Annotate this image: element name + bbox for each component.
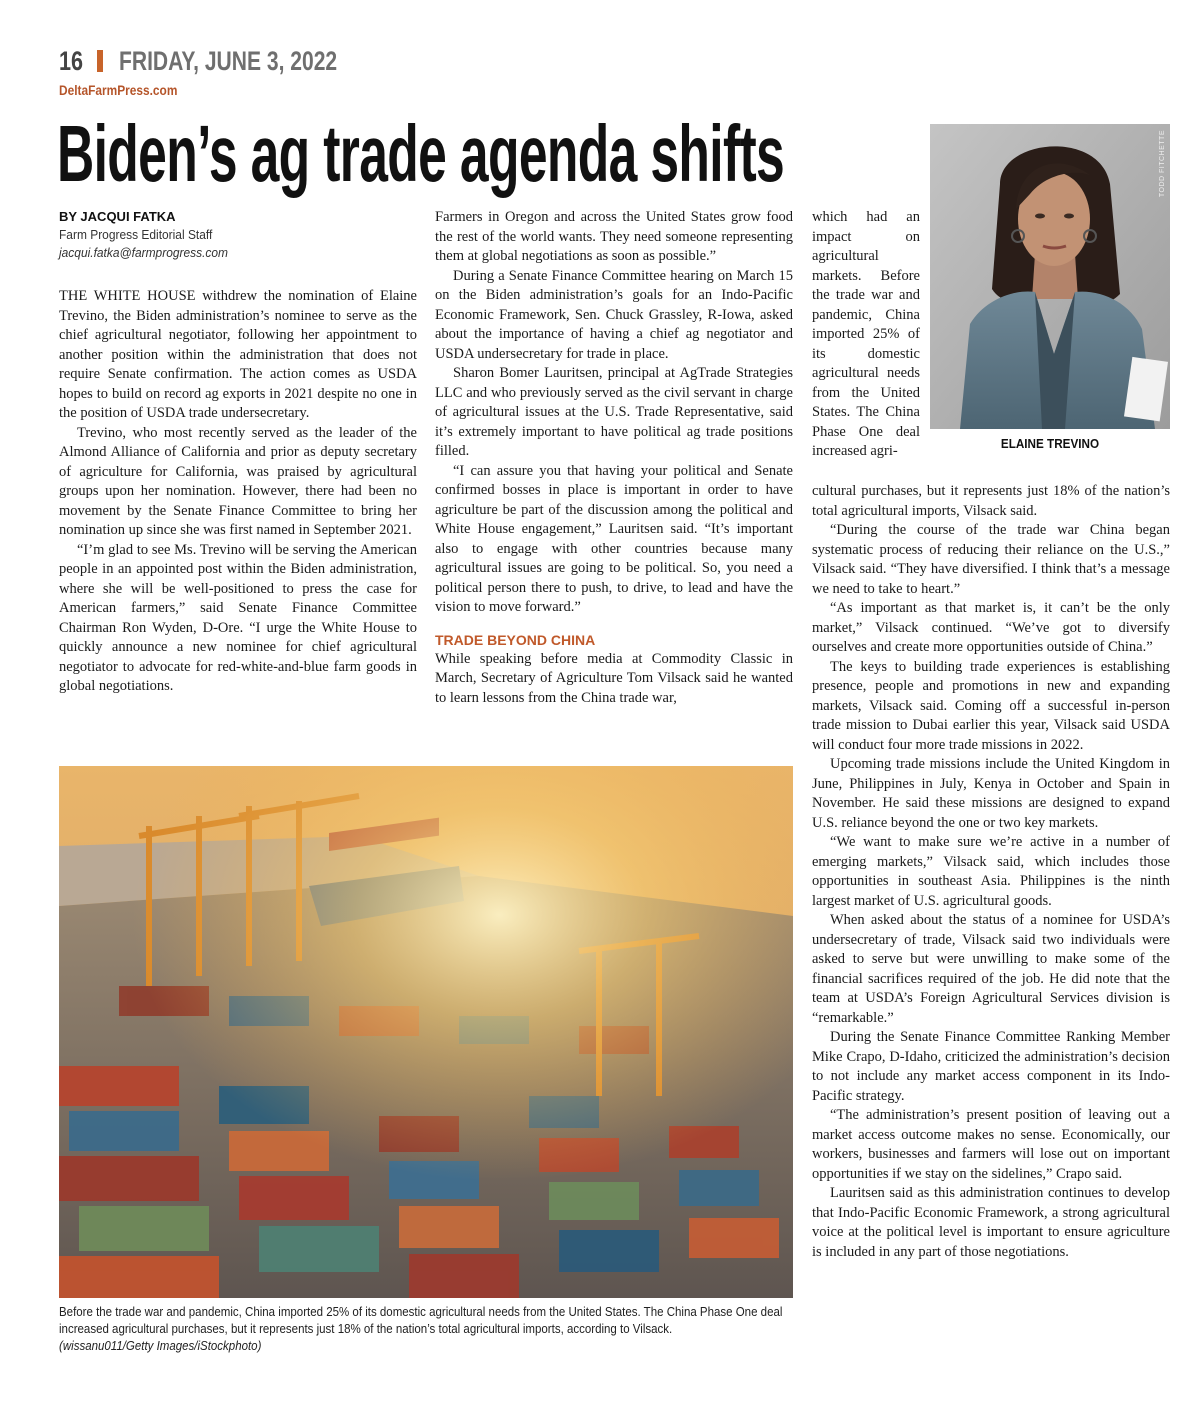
container-port-photo [59, 766, 793, 1298]
byline [59, 208, 419, 262]
article-column-3-narrow [812, 208, 920, 462]
photo-caption [59, 1304, 793, 1355]
paragraph: While speaking before media at Commodity Classic in March, Secretary of Agriculture Tom Vilsack said he wanted to learn lessons from the China trade war, [435, 650, 793, 706]
paragraph: “I can assure you that having your political and Senate confirmed bosses in place is important in order to have agriculture be part of the discussion among the political and White House engagement,” Lauritsen said. “It’s important also to engage with other countries because many agricultural issues are going to be political. So, you need a political person there to push, to drive, to lead and have the vision to move forward.” [435, 462, 793, 615]
page-number: 16 [59, 45, 84, 76]
header-divider-bar [97, 50, 103, 72]
subhead: TRADE BEYOND CHINA [435, 631, 596, 648]
author-role: Farm Progress Editorial Staff [59, 227, 213, 242]
author-email: jacqui.fatka@farmprogress.com [59, 245, 229, 260]
paragraph: Lauritsen said as this administration continues to develop that Indo-Pacific Economic Framework, a strong agricultural voice at the political level is important to ensure agriculture is included in any part of those negotiations. [812, 1185, 1170, 1260]
article-column-1 [59, 287, 417, 697]
paragraph: Sharon Bomer Lauritsen, principal at AgTrade Strategies LLC and who previously served as the civil servant in charge of agricultural issues at the U.S. Trade Representative, said it’s extremely important to have political ag trade positions filled. [435, 365, 793, 459]
paragraph: Farmers in Oregon and across the United States grow food the rest of the world wants. They need someone representing them at global negotiations as soon as possible.” [435, 209, 793, 264]
container-port-illustration [59, 766, 793, 1298]
portrait-illustration [930, 124, 1170, 429]
paragraph: Upcoming trade missions include the United Kingdom in June, Philippines in July, Kenya in October and Spain in November. He said these missions are designed to expand U.S. reliance beyond the one or two key markets. [812, 756, 1170, 831]
portrait-credit: TODD FITCHETTE [1159, 130, 1166, 198]
article-column-2 [435, 208, 793, 708]
paragraph: During the Senate Finance Committee Ranking Member Mike Crapo, D-Idaho, criticized the administration’s decision to not include any market access component in its Indo-Pacific strategy. [812, 1029, 1170, 1104]
paragraph: Trevino, who most recently served as the leader of the Almond Alliance of California and prior as deputy secretary of agriculture for California, was praised by agricultural groups upon her nomination. However, there had been no movement by the Senate Finance Committee to bring her nomination up since she was first named in September 2021. [59, 424, 417, 538]
page-header [59, 44, 399, 78]
site-name: DeltaFarmPress.com [59, 82, 178, 98]
portrait-caption: ELAINE TREVINO [1000, 436, 1100, 451]
headline: Biden’s ag trade agenda shifts [57, 109, 785, 198]
paragraph: The keys to building trade experiences is establishing presence, people and promotions in new and expanding markets, Vilsack said. Coming off a successful in-person trade mission to Dubai earlier this year, Vilsack said USDA will conduct four more trade missions in 2022. [812, 658, 1170, 753]
paragraph: When asked about the status of a nominee for USDA’s undersecretary of trade, Vilsack said two individuals were asked to serve but were unwilling to make some of the financial sacrifices required of the job. He did note that the team at USDA’s Foreign Agricultural Services division is “remarkable.” [812, 912, 1170, 1026]
paragraph: “I’m glad to see Ms. Trevino will be serving the American people in an appointed post within the Biden administration, where she will be well-positioned to press the case for American farmers,” said Senate Finance Committee Chairman Ron Wyden, D-Ore. “I urge the White House to quickly announce a new nominee for chief agricultural negotiator to advocate for red-white-and-blue farm goods in global negotiations. [59, 541, 417, 694]
photo-caption-text: Before the trade war and pandemic, China imported 25% of its domestic agricultural needs from the United States. The China Phase One deal increased agricultural purchases, but it represents just 18% of the nation’s total agricultural imports, according to Vilsack. [59, 1305, 783, 1336]
portrait-photo [930, 124, 1170, 429]
paragraph: “As important as that market is, it can’t be the only market,” Vilsack continued. “We’ve got to diversify ourselves and create more opportunities outside of China.” [812, 600, 1170, 655]
paragraph: During a Senate Finance Committee hearing on March 15 on the Biden administration’s goals for an Indo-Pacific Economic Framework, Sen. Chuck Grassley, R-Iowa, asked about the importance of having a chief ag negotiator and USDA undersecretary for trade in place. [435, 267, 793, 362]
paragraph: “The administration’s present position of leaving out a market access outcome makes no sense. Economically, our workers, businesses and farmers will lose out on important opportunities if we stay on the sidelines,” Crapo said. [812, 1107, 1170, 1182]
paragraph: THE WHITE HOUSE withdrew the nomination of Elaine Trevino, the Biden administration’s nominee to serve as the chief agricultural negotiator, following her appointment to another position within the administration that does not require Senate confirmation. The action comes as USDA hopes to build on record ag exports in 2021 despite no one in the position of USDA trade undersecretary. [59, 288, 417, 421]
author-name: BY JACQUI FATKA [59, 209, 176, 224]
paragraph: “During the course of the trade war China began systematic process of reducing their reliance on the U.S.,” Vilsack said. “They have diversified. I think that’s a message we need to take to heart.” [812, 522, 1170, 597]
paragraph: cultural purchases, but it represents just 18% of the nation’s total agricultural imports, Vilsack said. [812, 483, 1170, 519]
photo-credit: (wissanu011/Getty Images/iStockphoto) [59, 1339, 262, 1353]
paragraph: “We want to make sure we’re active in a number of emerging markets,” Vilsack said, which includes those opportunities in southeast Asia. Philippines is the ninth largest market of U.S. agricultural goods. [812, 834, 1170, 909]
article-column-3 [812, 482, 1170, 1262]
paragraph: which had an impact on agricultural markets. Before the trade war and pandemic, China imported 25% of its domestic agricultural needs from the United States. The China Phase One deal increased agri- [812, 209, 920, 459]
issue-date: FRIDAY, JUNE 3, 2022 [119, 45, 338, 76]
